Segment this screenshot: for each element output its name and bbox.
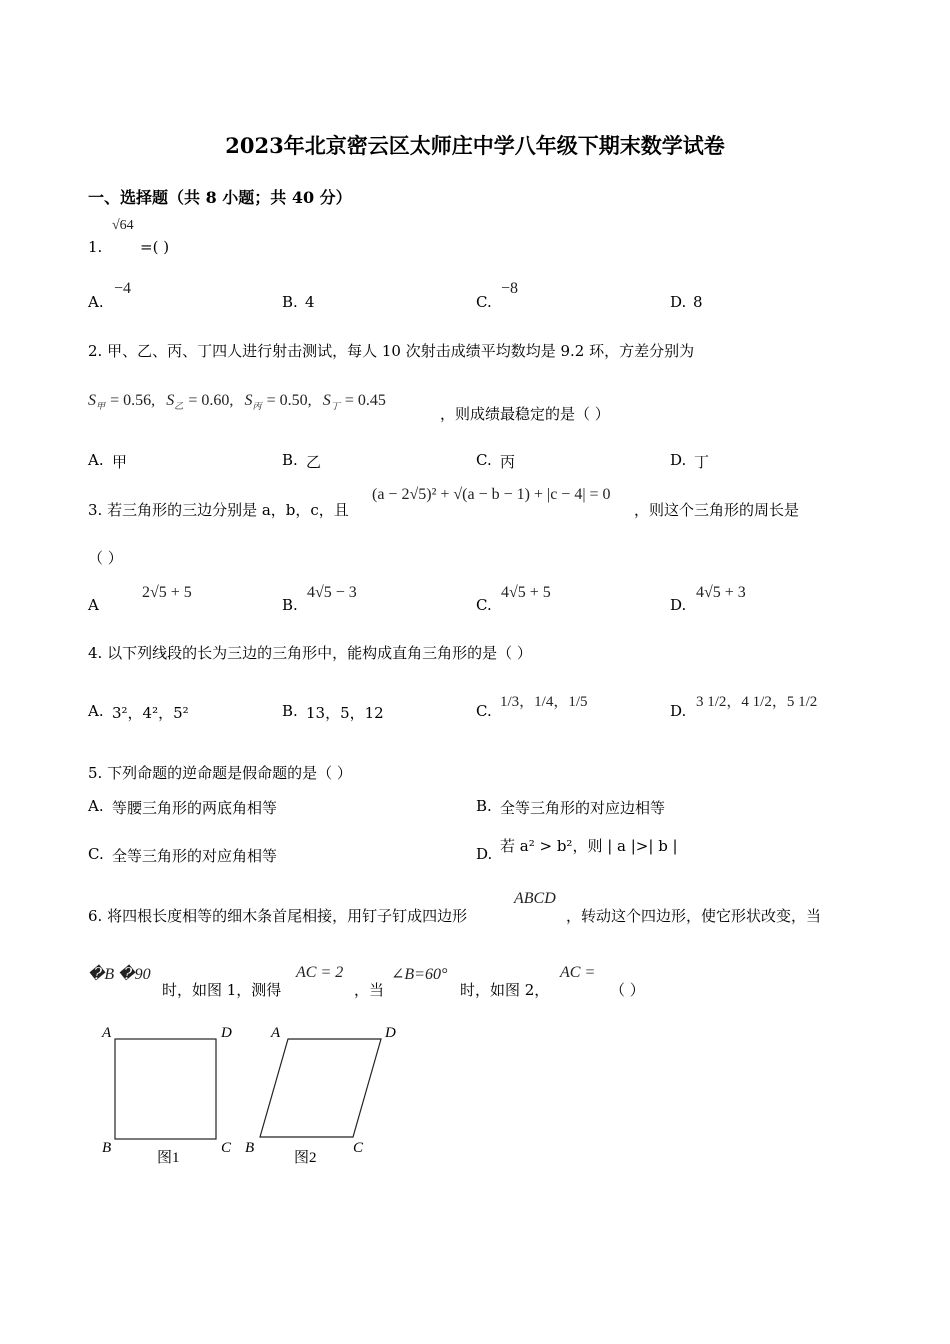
q3-option-c-label: C. bbox=[476, 596, 492, 614]
q3-option-a-value: 2√5 + 5 bbox=[142, 584, 192, 601]
q1-option-d-value: 8 bbox=[693, 293, 703, 311]
q6-line2-c: ，当 bbox=[354, 981, 385, 999]
q2-variance-c-symbol: $S_丙$ bbox=[244, 392, 262, 411]
figure2-label-c: C bbox=[353, 1140, 364, 1156]
q2-option-c-value: 丙 bbox=[500, 453, 516, 471]
q2-option-d-label: D. bbox=[670, 451, 687, 469]
q2-option-b-label: B. bbox=[282, 451, 298, 469]
q6-angle-garbled: �B �90 bbox=[88, 966, 151, 983]
figure2-label-b: B bbox=[245, 1140, 255, 1156]
figure1-label-d: D bbox=[221, 1025, 232, 1041]
figure1-square bbox=[115, 1039, 216, 1139]
q6-figures bbox=[90, 1015, 420, 1175]
q3-paren: （ ） bbox=[88, 549, 123, 567]
q6-ac-question: AC = bbox=[560, 964, 596, 981]
q3-option-b-label: B. bbox=[282, 596, 298, 614]
q5-option-b-value: 全等三角形的对应边相等 bbox=[500, 799, 666, 817]
figure1-label-a: A bbox=[102, 1025, 112, 1041]
q6-paren: （ ） bbox=[610, 981, 645, 999]
q6-stem-a: 6. 将四根长度相等的细木条首尾相接，用钉子钉成四边形 bbox=[88, 907, 468, 925]
q2-variances bbox=[88, 390, 386, 412]
q1-option-c-value: −8 bbox=[501, 280, 519, 297]
q4-stem: 4. 以下列线段的长为三边的三角形中，能构成直角三角形的是（ ） bbox=[88, 644, 532, 662]
q5-stem: 5. 下列命题的逆命题是假命题的是（ ） bbox=[88, 764, 352, 782]
q3-option-b-value: 4√5 − 3 bbox=[307, 584, 357, 601]
q4-option-a-value: 3²，4²，5² bbox=[112, 704, 189, 722]
q3-option-d-value: 4√5 + 3 bbox=[696, 584, 746, 601]
q3-option-c-value: 4√5 + 5 bbox=[501, 584, 551, 601]
q1-option-a-value: −4 bbox=[114, 280, 132, 297]
q1-tail: =( ) bbox=[140, 238, 170, 256]
q2-variance-b-symbol: $S_乙$ bbox=[166, 392, 184, 411]
figure2-rhombus bbox=[260, 1039, 381, 1137]
q3-option-a-label: A bbox=[88, 596, 99, 614]
q4-option-d-value: 3 1/2，4 1/2，5 1/2 bbox=[696, 694, 818, 710]
q6-line2-d: 时，如图 2， bbox=[460, 981, 550, 999]
figure1-caption: 图1 bbox=[157, 1150, 180, 1166]
q1-option-d-label: D. bbox=[670, 293, 687, 311]
q2-variance-c-value: = 0.50, bbox=[266, 392, 312, 409]
q4-option-a-label: A. bbox=[88, 702, 104, 720]
q2-variance-a-value: = 0.56, bbox=[110, 392, 156, 409]
q4-option-d-label: D. bbox=[670, 702, 687, 720]
q5-option-d-label: D. bbox=[476, 845, 493, 863]
q2-option-c-label: C. bbox=[476, 451, 492, 469]
q3-option-d-label: D. bbox=[670, 596, 687, 614]
q1-option-a-label: A. bbox=[88, 293, 104, 311]
q2-option-a-value: 甲 bbox=[112, 453, 128, 471]
figure1-label-c: C bbox=[221, 1140, 232, 1156]
q6-ac-measure: AC = 2 bbox=[296, 964, 344, 981]
q4-option-c-label: C. bbox=[476, 702, 492, 720]
q2-tail: ，则成绩最稳定的是（ ） bbox=[440, 405, 610, 423]
figure2-label-a: A bbox=[271, 1025, 281, 1041]
q1-option-b-value: 4 bbox=[305, 293, 315, 311]
q2-option-b-value: 乙 bbox=[306, 453, 322, 471]
q2-variance-b-value: = 0.60, bbox=[188, 392, 234, 409]
figure2-caption: 图2 bbox=[294, 1150, 317, 1166]
q1-number: 1. bbox=[88, 238, 103, 256]
q1-option-b-label: B. bbox=[282, 293, 298, 311]
figure1-label-b: B bbox=[102, 1140, 112, 1156]
q5-option-c-label: C. bbox=[88, 845, 104, 863]
q4-option-b-value: 13，5，12 bbox=[306, 704, 384, 722]
q5-option-a-label: A. bbox=[88, 797, 104, 815]
q3-tail: ，则这个三角形的周长是 bbox=[634, 501, 800, 519]
q3-equation: (a − 2√5)² + √(a − b − 1) + |c − 4| = 0 bbox=[372, 486, 611, 503]
figure2-label-d: D bbox=[385, 1025, 396, 1041]
q2-option-d-value: 丁 bbox=[694, 453, 710, 471]
q2-option-a-label: A. bbox=[88, 451, 104, 469]
q5-option-d-value: 若 a² > b²，则 | a |>| b | bbox=[500, 837, 678, 855]
q2-stem: 2. 甲、乙、丙、丁四人进行射击测试，每人 10 次射击成绩平均数均是 9.2 环，方差分别为 bbox=[88, 342, 695, 360]
q4-option-c-value: 1/3，1/4，1/5 bbox=[500, 694, 588, 710]
q5-option-a-value: 等腰三角形的两底角相等 bbox=[112, 799, 278, 817]
section-heading: 一、选择题（共 8 小题；共 40 分） bbox=[88, 188, 352, 207]
q3-stem: 3. 若三角形的三边分别是 a，b，c，且 bbox=[88, 501, 349, 519]
q1-sqrt-expression: √64 bbox=[112, 218, 134, 233]
q2-variance-d-symbol: $S_丁$ bbox=[322, 392, 340, 411]
q2-variance-d-value: = 0.45 bbox=[344, 392, 386, 409]
page-title: 2023年北京密云区太师庄中学八年级下期末数学试卷 bbox=[225, 133, 725, 158]
q2-variance-a-symbol: $S_甲$ bbox=[88, 392, 106, 411]
q1-option-c-label: C. bbox=[476, 293, 492, 311]
q6-quadrilateral: ABCD bbox=[514, 890, 556, 907]
q5-option-c-value: 全等三角形的对应角相等 bbox=[112, 847, 278, 865]
q4-option-b-label: B. bbox=[282, 702, 298, 720]
q6-angle-60: ∠B=60° bbox=[391, 966, 448, 983]
q6-stem-b: ，转动这个四边形，使它形状改变，当 bbox=[566, 907, 822, 925]
q5-option-b-label: B. bbox=[476, 797, 492, 815]
q6-line2-b: 时，如图 1，测得 bbox=[162, 981, 282, 999]
